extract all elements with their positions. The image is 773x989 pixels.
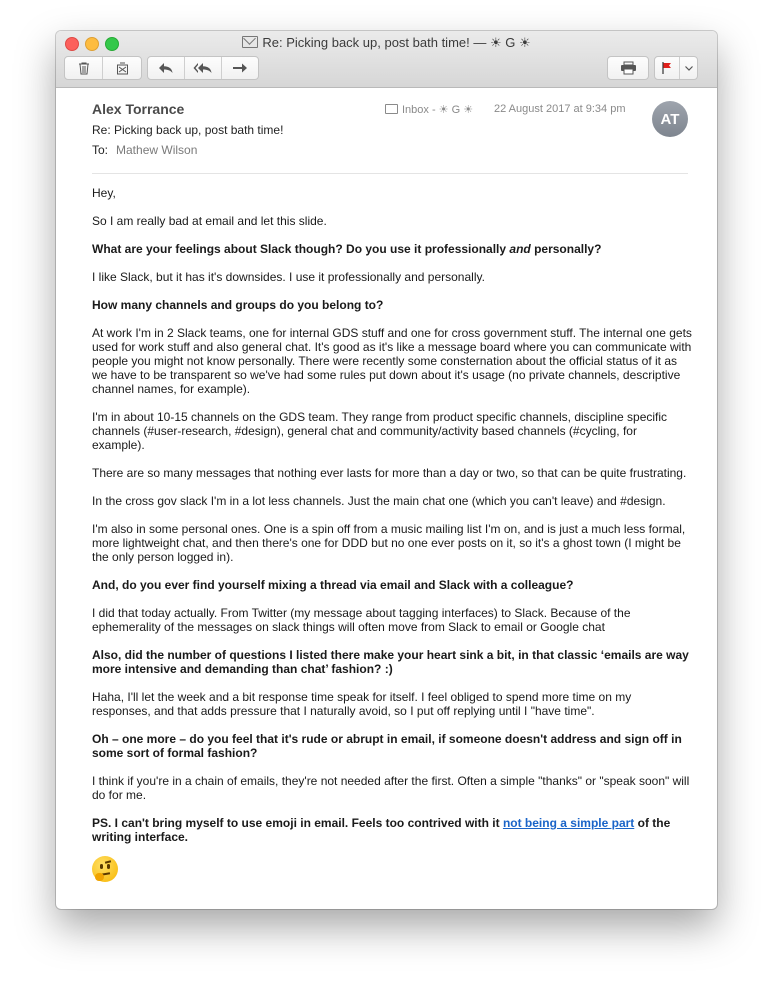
junk-button[interactable] xyxy=(102,57,141,79)
folder-icon xyxy=(385,104,398,114)
flag-button[interactable] xyxy=(655,57,679,79)
paragraph: I'm in about 10-15 channels on the GDS team. They range from product specific channels, discipline specific channels (#user-research, #design), general chat and community/activity based channels (#cycling, for example). xyxy=(92,410,668,452)
question: And, do you ever find yourself mixing a thread via email and Slack with a colleague? xyxy=(92,578,574,592)
reply-all-button[interactable] xyxy=(184,57,221,79)
junk-icon xyxy=(116,62,129,75)
print-group xyxy=(607,56,649,80)
paragraph: I like Slack, but it has it's downsides. I use it professionally and personally. xyxy=(92,270,485,284)
message-subject: Re: Picking back up, post bath time! xyxy=(92,123,284,137)
recipient-line xyxy=(92,143,197,157)
postscript-link[interactable]: not being a simple part xyxy=(502,816,635,830)
forward-button[interactable] xyxy=(221,57,258,79)
question: What are your feelings about Slack though? Do you use it professionally and personally? xyxy=(92,242,602,256)
paragraph: I think if you're in a chain of emails, they're not needed after the first. Often a simple "thanks" or "speak soon" will do for me. xyxy=(92,774,690,802)
question: How many channels and groups do you belong to? xyxy=(92,298,384,312)
paragraph: I'm also in some personal ones. One is a spin off from a music mailing list I'm on, and is just a much less formal, more lightweight chat, and then there's one for DDD but no one ever posts on it, so it's a ghost town (I might be the only person logged in). xyxy=(92,522,686,564)
print-button[interactable] xyxy=(608,57,648,79)
postscript: PS. I can't bring myself to use emoji in email. Feels too contrived with it not being a simple part of the writing interface. xyxy=(92,816,671,844)
mail-window xyxy=(56,31,717,909)
paragraph: Haha, I'll let the week and a bit response time speak for itself. I feel obliged to spend more time on my responses, and that adds pressure that I naturally avoid, so I put off replying until I "have time". xyxy=(92,690,632,718)
trash-icon xyxy=(78,62,90,75)
window-title: Re: Picking back up, post bath time! — ☀ G ☀ xyxy=(56,35,717,51)
envelope-icon xyxy=(242,36,258,48)
question: Oh – one more – do you feel that it's rude or abrupt in email, if someone doesn't address and sign off in some sort of formal fashion? xyxy=(92,732,682,760)
reply-group xyxy=(147,56,259,80)
paragraph: I did that today actually. From Twitter (my message about tagging interfaces) to Slack. Because of the ephemerality of the messages on slack things will often move from Slack to email or Google chat xyxy=(92,606,631,634)
delete-junk-group xyxy=(64,56,142,80)
paragraph: There are so many messages that nothing ever lasts for more than a day or two, so that can be quite frustrating. xyxy=(92,466,687,480)
paragraph: In the cross gov slack I'm in a lot less channels. Just the main chat one (which you can't leave) and #design. xyxy=(92,494,666,508)
message-date: 22 August 2017 at 9:34 pm xyxy=(494,103,626,115)
flag-menu-button[interactable] xyxy=(679,57,697,79)
greeting: Hey, xyxy=(92,186,116,200)
avatar: AT xyxy=(652,101,688,137)
flag-icon xyxy=(662,62,672,74)
reply-icon xyxy=(158,62,174,74)
printer-icon xyxy=(620,61,637,75)
thinking-face-emoji xyxy=(92,856,118,882)
header-divider xyxy=(92,173,688,174)
reply-all-icon xyxy=(193,62,213,74)
titlebar xyxy=(56,31,717,88)
question: Also, did the number of questions I listed there make your heart sink a bit, in that classic ‘emails are way more intensive and demanding than chat’ fashion? :) xyxy=(92,648,689,676)
message-body xyxy=(92,186,692,882)
sender-name[interactable]: Alex Torrance xyxy=(92,101,185,117)
delete-button[interactable] xyxy=(65,57,102,79)
forward-icon xyxy=(232,62,248,74)
to-label: To: xyxy=(92,143,109,157)
paragraph: At work I'm in 2 Slack teams, one for internal GDS stuff and one for cross government stuff. The internal one gets used for work stuff and also general chat. It's good as it's like a message board where you can communicate with people you might not know personally. There were recently some consternation about the official status of it as we have to be transparent so we've had some rules put down about it's usage (no private channels, descriptive channel names, for example). xyxy=(92,326,692,396)
reply-button[interactable] xyxy=(148,57,184,79)
recipient-name[interactable]: Mathew Wilson xyxy=(116,143,198,157)
paragraph: So I am really bad at email and let this slide. xyxy=(92,214,327,228)
mailbox-label: Inbox - ☀ G ☀ xyxy=(385,103,473,116)
chevron-down-icon xyxy=(685,66,693,71)
flag-group xyxy=(654,56,698,80)
